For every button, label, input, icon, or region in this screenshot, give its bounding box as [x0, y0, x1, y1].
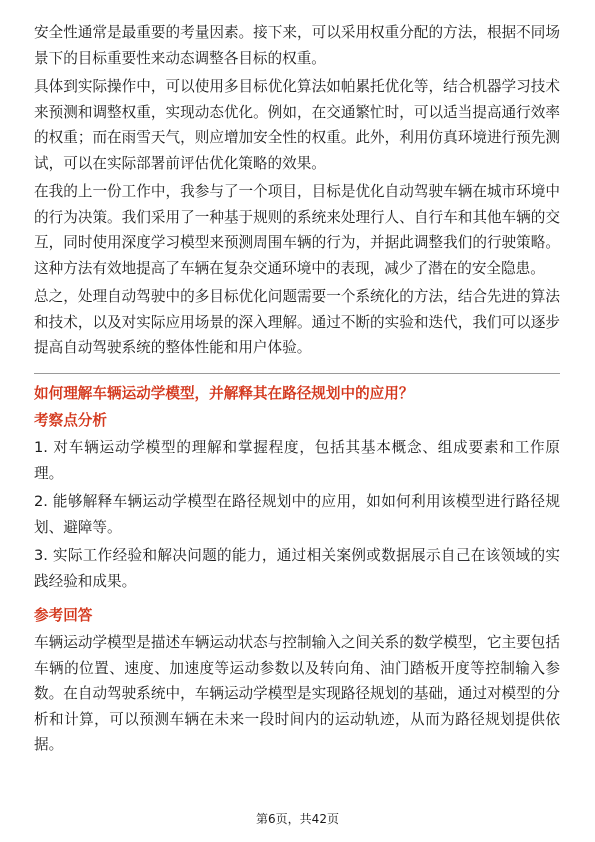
question-heading: 如何理解车辆运动学模型，并解释其在路径规划中的应用？ — [34, 384, 414, 402]
analysis-item: 1. 对车辆运动学模型的理解和掌握程度，包括其基本概念、组成要素和工作原理。 — [34, 439, 560, 482]
page-number: 第6页，共42页 — [256, 812, 339, 826]
body-paragraph: 具体到实际操作中，可以使用多目标优化算法如帕累托优化等，结合机器学习技术来预测和调整权重，实现动态优化。例如，在交通繁忙时，可以适当提高通行效率的权重；而在雨雪天气，则应增加安全性的权重。此外，利用仿真环境进行预先测试，可以在实际部署前评估优化策略的效果。 — [34, 78, 560, 172]
section-divider — [34, 373, 560, 374]
analysis-heading: 考察点分析 — [34, 412, 107, 429]
analysis-item: 3. 实际工作经验和解决问题的能力，通过相关案例或数据展示自己在该领域的实践经验和成果。 — [34, 547, 560, 590]
body-paragraph: 总之，处理自动驾驶中的多目标优化问题需要一个系统化的方法，结合先进的算法和技术，以及对实际应用场景的深入理解。通过不断的实验和迭代，我们可以逐步提高自动驾驶系统的整体性能和用户体验。 — [34, 288, 560, 356]
answer-heading: 参考回答 — [34, 607, 93, 624]
body-paragraph: 安全性通常是最重要的考量因素。接下来，可以采用权重分配的方法，根据不同场景下的目标重要性来动态调整各目标的权重。 — [34, 24, 560, 67]
analysis-item: 2. 能够解释车辆运动学模型在路径规划中的应用，如如何利用该模型进行路径规划、避障等。 — [34, 493, 560, 536]
body-paragraph: 在我的上一份工作中，我参与了一个项目，目标是优化自动驾驶车辆在城市环境中的行为决策。我们采用了一种基于规则的系统来处理行人、自行车和其他车辆的交互，同时使用深度学习模型来预测周围车辆的行为，并据此调整我们的行驶策略。这种方法有效地提高了车辆在复杂交通环境中的表现，减少了潜在的安全隐患。 — [34, 183, 560, 277]
answer-paragraph: 车辆运动学模型是描述车辆运动状态与控制输入之间关系的数学模型，它主要包括车辆的位置、速度、加速度等运动参数以及转向角、油门踏板开度等控制输入参数。在自动驾驶系统中，车辆运动学模型是实现路径规划的基础，通过对模型的分析和计算，可以预测车辆在未来一段时间内的运动轨迹，从而为路径规划提供依据。 — [34, 634, 560, 753]
page-content — [34, 20, 560, 758]
